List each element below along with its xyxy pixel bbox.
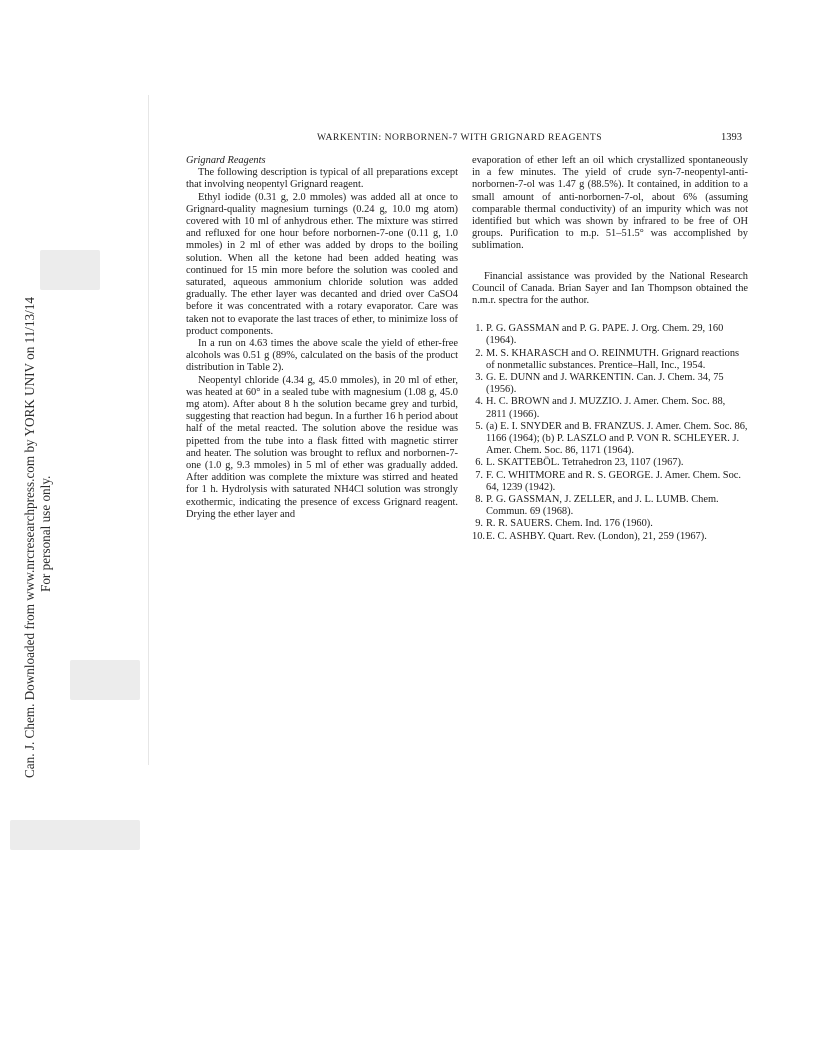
reference-item (472, 323, 748, 347)
reference-number: 9. (475, 518, 483, 530)
page-number: 1393 (721, 132, 742, 143)
paragraph: Ethyl iodide (0.31 g, 2.0 mmoles) was added all at once to Grignard-quality magnesium turnings (0.24 g, 10.0 mg atom) covered with 10 ml of anhydrous ether. The mixture was stirred and refluxed for one hour before norbornen-7-one (0.11 g, 1.0 mmoles) in 2 ml of ether was added by drops to the boiling solution. When all the ketone had been added heating was continued for 15 min more before the solution was cooled and saturated, aqueous ammonium chloride solution was added gradually. The ether layer was decanted and dried over CaSO4 before it was concentrated with a rotary evaporator. Care was taken not to evaporate the last traces of ether, to minimize loss of product components. (186, 191, 458, 337)
reference-text: M. S. KHARASCH and O. REINMUTH. Grignard reactions of nonmetallic substances. Prentice–Hall, Inc., 1954. (486, 347, 740, 371)
reference-item (472, 531, 748, 543)
section-title: Grignard Reagents (186, 155, 266, 166)
paragraph: In a run on 4.63 times the above scale the yield of ether-free alcohols was 0.51 g (89%, calculated on the basis of the product distribution in Table 2). (186, 338, 458, 374)
reference-text: H. C. BROWN and J. MUZZIO. J. Amer. Chem. Soc. 88, 2811 (1966). (486, 396, 726, 420)
reference-item (472, 494, 748, 518)
reference-item (472, 421, 748, 458)
reference-text: (a) E. I. SNYDER and B. FRANZUS. J. Amer. Chem. Soc. 86, 1166 (1964); (b) P. LASZLO and P. VON R. SCHLEYER. J. Amer. Chem. Soc. 86, 1171 (1964). (486, 420, 748, 457)
page-header (186, 132, 742, 148)
paragraph: The following description is typical of all preparations except that involving neopentyl Grignard reagent. (186, 167, 458, 191)
paragraph: Neopentyl chloride (4.34 g, 45.0 mmoles), in 20 ml of ether, was heated at 60° in a sealed tube with magnesium (1.08 g, 45.0 mg atom). After about 8 h the solution became grey and turbid, suggesting that reaction had begun. In a further 16 h period about half of the metal reacted. The solution above the residue was pipetted from the tube into a flask fitted with magnetic stirrer and heater. The solution was brought to reflux and norbornen-7-one (1.0 g, 9.3 mmoles) in 5 ml of ether was gradually added. After addition was complete the mixture was stirred and heated for 1 h. Hydrolysis with saturated NH4Cl solution was strongly exothermic, indicating the presence of excess Grignard reagent. Drying the ether layer and (186, 374, 458, 520)
reference-text: R. R. SAUERS. Chem. Ind. 176 (1960). (486, 518, 653, 530)
reference-text: P. G. GASSMAN, J. ZELLER, and J. L. LUMB. Chem. Commun. 69 (1968). (486, 494, 719, 518)
scan-edge-line (148, 95, 149, 765)
acknowledgement: Financial assistance was provided by the National Research Council of Canada. Brian Sayer and Ian Thompson obtained the n.m.r. spectra for the author. (472, 270, 748, 307)
reference-text: E. C. ASHBY. Quart. Rev. (London), 21, 259 (1967). (486, 530, 707, 542)
reference-number: 7. (475, 469, 483, 481)
reference-number: 10. (472, 530, 485, 542)
scan-artifact (10, 820, 140, 850)
running-head: WARKENTIN: NORBORNEN-7 WITH GRIGNARD REAGENTS (317, 132, 603, 143)
scan-artifact (70, 660, 140, 700)
reference-number: 5. (475, 420, 483, 432)
reference-text: P. G. GASSMAN and P. G. PAPE. J. Org. Chem. 29, 160 (1964). (486, 323, 724, 347)
download-notice-source: Can. J. Chem. Downloaded from www.nrcresearchpress.com by YORK UNIV on 11/13/14 (22, 296, 37, 778)
reference-text: G. E. DUNN and J. WARKENTIN. Can. J. Chem. 34, 75 (1956). (486, 372, 724, 396)
left-column (186, 155, 458, 521)
reference-number: 4. (475, 396, 483, 408)
paragraph-continuation: evaporation of ether left an oil which crystallized spontaneously in a few minutes. The yield of crude syn-7-neopentyl-anti-norbornen-7-ol was 1.47 g (88.5%). It contained, in addition to a small amount of anti-norbornen-7-ol, about 6% (assuming comparable thermal conductivity) of an impurity which was not identified but which was shown by infrared to be free of OH groups. Purification to m.p. 51–51.5° was accomplished by sublimation. (472, 155, 748, 252)
reference-number: 1. (475, 323, 483, 335)
reference-item (472, 470, 748, 494)
reference-item (472, 348, 748, 372)
download-notice-usage: For personal use only. (38, 475, 53, 592)
reference-number: 3. (475, 372, 483, 384)
reference-number: 8. (475, 494, 483, 506)
reference-number: 6. (475, 457, 483, 469)
reference-item (472, 457, 748, 469)
reference-item (472, 396, 748, 420)
reference-list (472, 323, 748, 543)
reference-item (472, 518, 748, 530)
reference-text: F. C. WHITMORE and R. S. GEORGE. J. Amer. Chem. Soc. 64, 1239 (1942). (486, 469, 741, 493)
reference-text: L. SKATTEBÖL. Tetrahedron 23, 1107 (1967). (486, 457, 684, 469)
reference-number: 2. (475, 347, 483, 359)
right-column (472, 155, 748, 543)
reference-item (472, 372, 748, 396)
